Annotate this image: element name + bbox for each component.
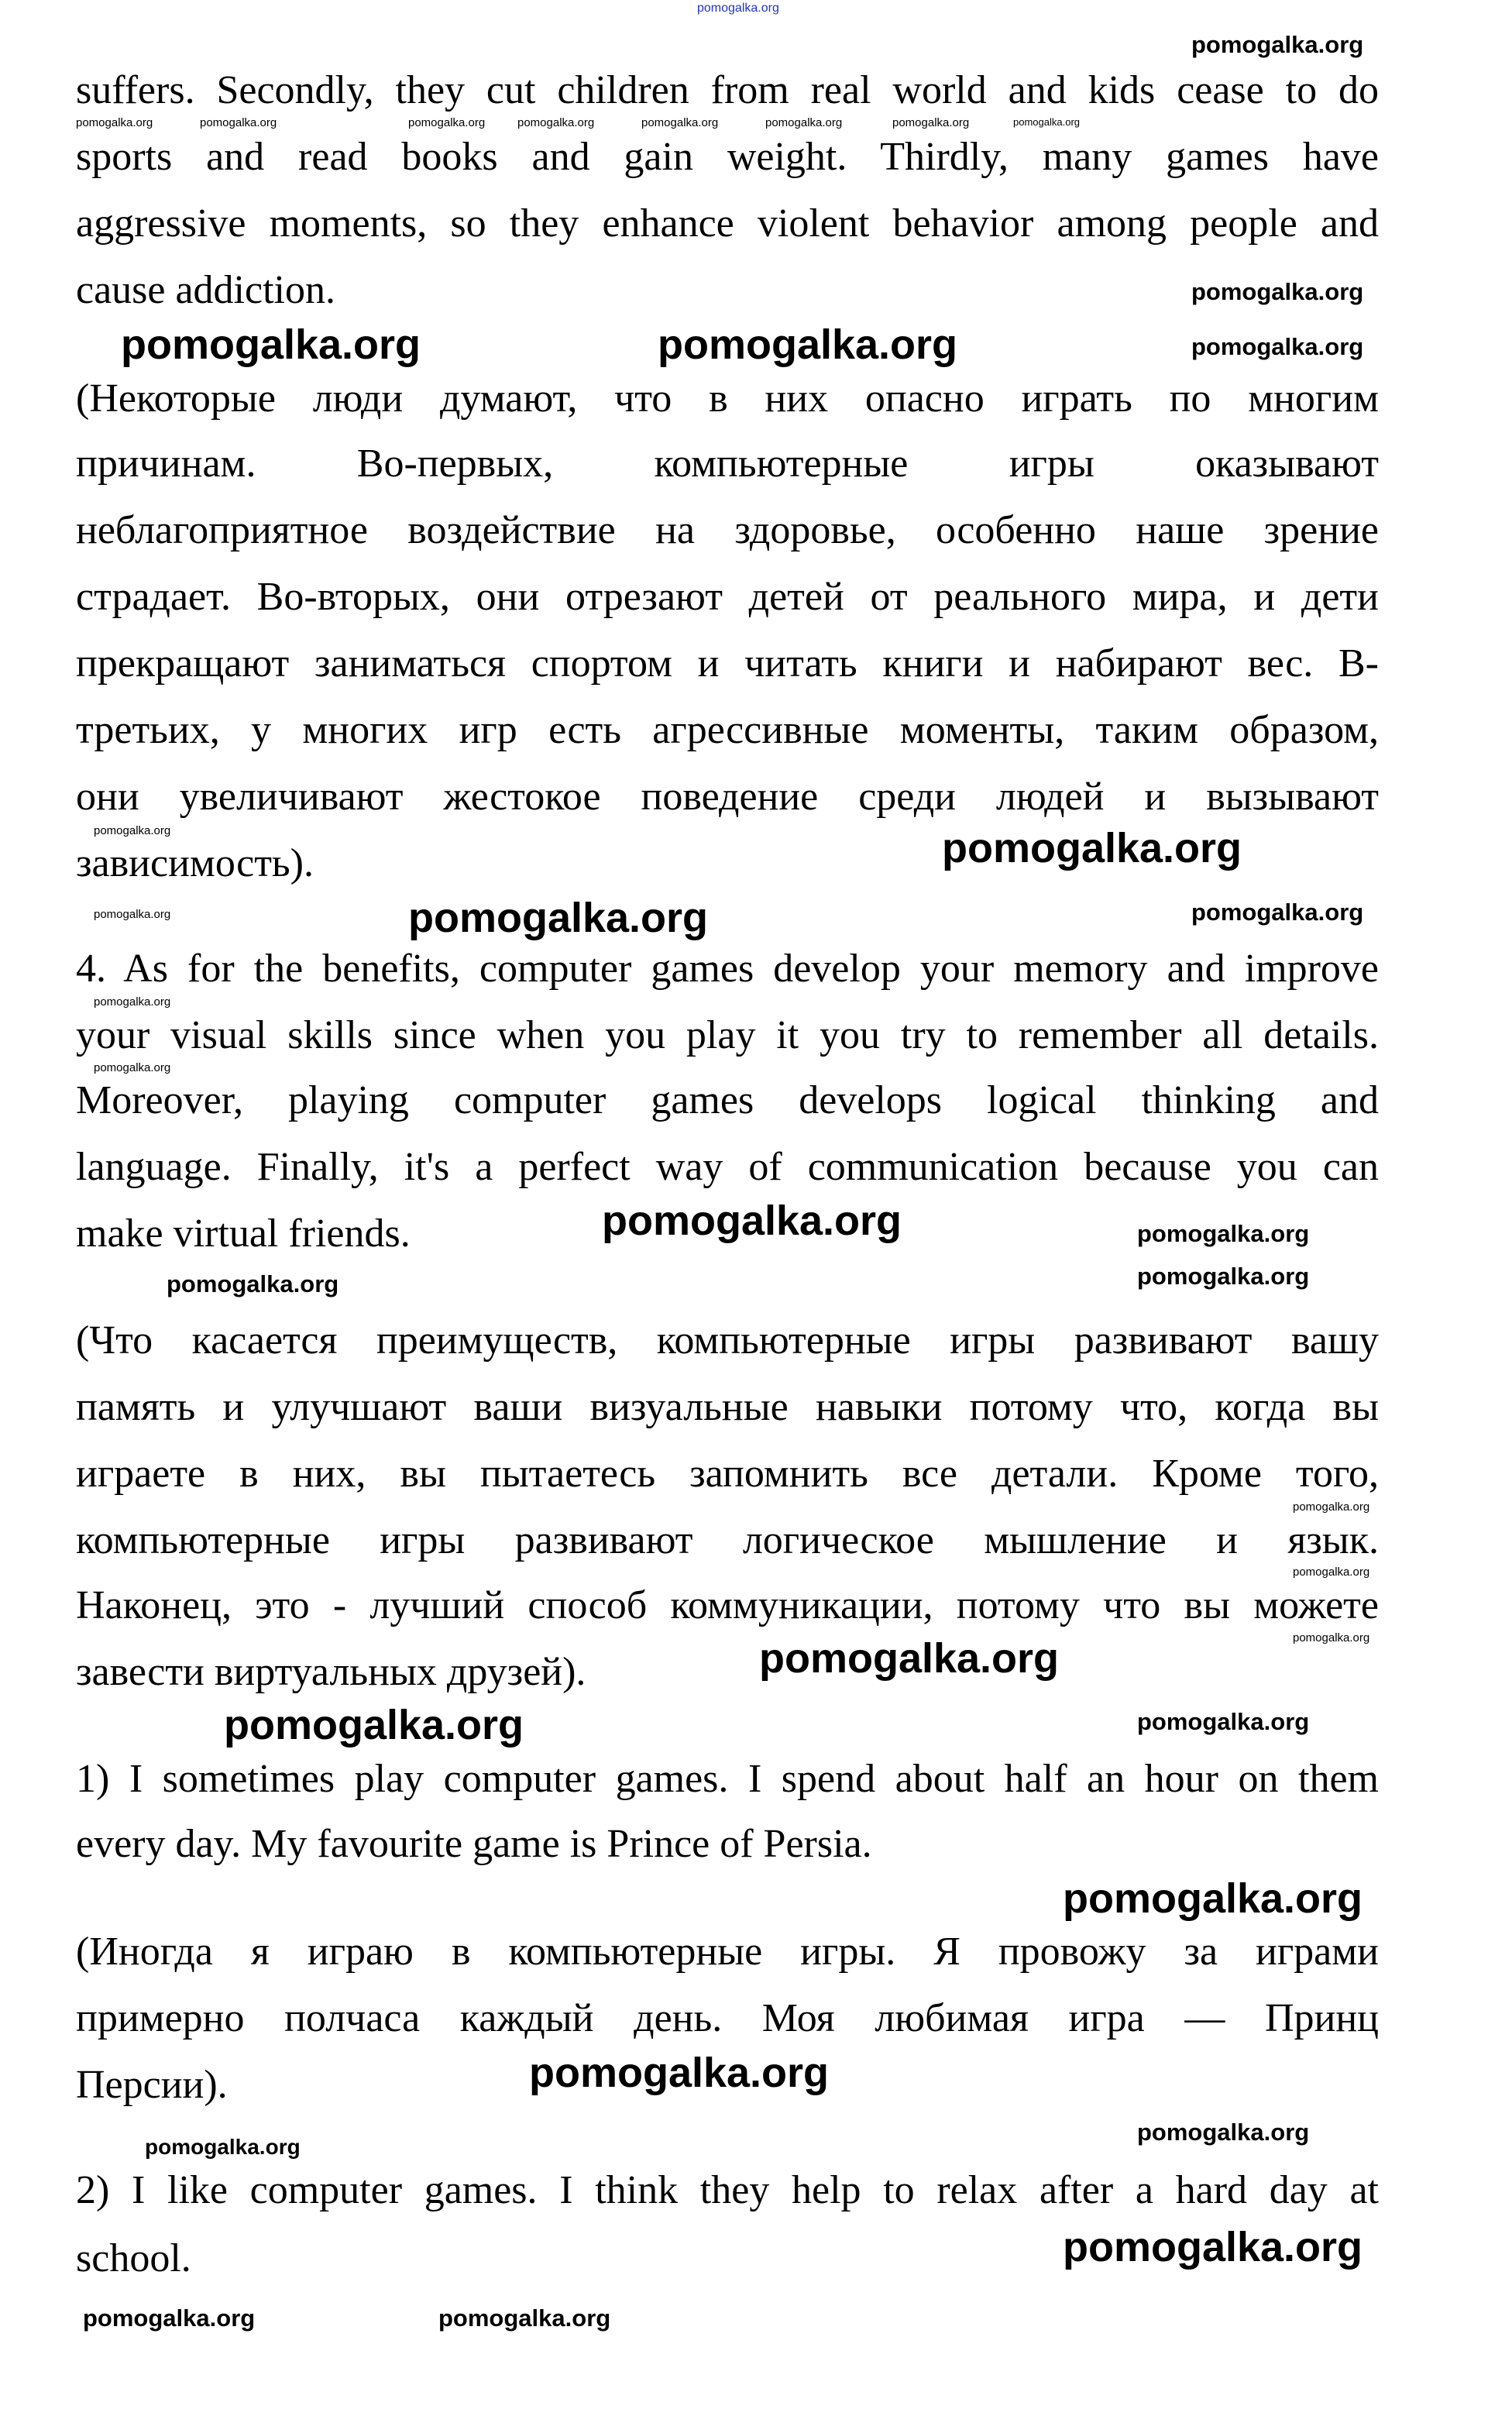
text-line: your visual skills since when you play it you try to remember all details. [76, 1013, 1379, 1057]
watermark: pomogalka.org [1063, 1875, 1363, 1922]
watermark: pomogalka.org [602, 1198, 902, 1244]
text-line: они увеличивают жестокое поведение среди людей и вызывают [76, 775, 1379, 819]
watermark: pomogalka.org [1191, 899, 1364, 926]
watermark: pomogalka.org [1137, 1263, 1310, 1290]
text-line: компьютерные игры развивают логическое мышление и язык. [76, 1518, 1379, 1562]
watermark: pomogalka.org [1137, 2119, 1310, 2146]
text-line: language. Finally, it's a perfect way of communication because you can [76, 1145, 1379, 1189]
text-line: (Иногда я играю в компьютерные игры. Я провожу за играми [76, 1930, 1379, 1974]
watermark: pomogalka.org [1063, 2224, 1363, 2270]
text-line: прекращают заниматься спортом и читать книги и набирают вес. В- [76, 641, 1379, 686]
watermark: pomogalka.org [658, 321, 958, 368]
watermark: pomogalka.org [94, 824, 171, 837]
watermark: pomogalka.org [408, 895, 709, 941]
watermark: pomogalka.org [892, 116, 970, 129]
watermark: pomogalka.org [438, 2304, 611, 2332]
watermark: pomogalka.org [121, 321, 421, 368]
watermark: pomogalka.org [1293, 1500, 1370, 1514]
watermark: pomogalka.org [1013, 116, 1080, 128]
watermark: pomogalka.org [94, 908, 171, 921]
text-line: cause addiction. [76, 268, 335, 312]
text-line: причинам. Во-первых, компьютерные игры оказывают [76, 442, 1379, 486]
text-line: Персии). [76, 2063, 228, 2107]
watermark: pomogalka.org [1137, 1220, 1310, 1247]
text-line: school. [76, 2236, 191, 2280]
text-line: every day. My favourite game is Prince of Persia. [76, 1822, 872, 1866]
watermark: pomogalka.org [697, 2, 779, 15]
text-line: sports and read books and gain weight. Thirdly, many games have [76, 135, 1379, 179]
watermark: pomogalka.org [408, 116, 486, 129]
watermark: pomogalka.org [145, 2135, 301, 2159]
watermark: pomogalka.org [765, 116, 843, 129]
watermark: pomogalka.org [167, 1270, 339, 1297]
watermark: pomogalka.org [1293, 1631, 1370, 1644]
watermark: pomogalka.org [94, 1061, 171, 1074]
watermark: pomogalka.org [1293, 1565, 1370, 1579]
text-line: suffers. Secondly, they cut children from real world and kids cease to do [76, 68, 1379, 112]
watermark: pomogalka.org [641, 116, 719, 129]
watermark: pomogalka.org [759, 1635, 1060, 1682]
text-line: (Что касается преимуществ, компьютерные игры развивают вашу [76, 1318, 1379, 1363]
text-line: примерно полчаса каждый день. Моя любимая игра — Принц [76, 1996, 1379, 2040]
watermark: pomogalka.org [1191, 333, 1364, 360]
text-line: неблагоприятное воздействие на здоровье, особенно наше зрение [76, 508, 1379, 552]
text-line: третьих, у многих игр есть агрессивные моменты, таким образом, [76, 708, 1379, 752]
watermark: pomogalka.org [83, 2304, 256, 2332]
text-line: зависимость). [76, 841, 314, 885]
watermark: pomogalka.org [942, 825, 1242, 871]
text-line: играете в них, вы пытаетесь запомнить все детали. Кроме того, [76, 1452, 1379, 1496]
watermark: pomogalka.org [529, 2050, 830, 2096]
watermark: pomogalka.org [200, 116, 277, 129]
watermark: pomogalka.org [1137, 1708, 1310, 1735]
text-line: память и улучшают ваши визуальные навыки потому что, когда вы [76, 1385, 1379, 1429]
text-line: Moreover, playing computer games develops logical thinking and [76, 1078, 1379, 1122]
text-line: 2) I like computer games. I think they help to relax after a hard day at [76, 2168, 1379, 2212]
watermark: pomogalka.org [94, 995, 171, 1009]
text-line: make virtual friends. [76, 1211, 411, 1256]
text-line: 4. As for the benefits, computer games develop your memory and improve [76, 947, 1379, 991]
text-line: aggressive moments, so they enhance violent behavior among people and [76, 201, 1379, 246]
watermark: pomogalka.org [517, 116, 595, 129]
text-line: (Некоторые люди думают, что в них опасно играть по многим [76, 376, 1379, 421]
watermark: pomogalka.org [1191, 278, 1364, 305]
text-line: страдает. Во-вторых, они отрезают детей от реального мира, и дети [76, 575, 1379, 619]
text-line: завести виртуальных друзей). [76, 1650, 586, 1694]
watermark: pomogalka.org [224, 1702, 524, 1748]
text-line: 1) I sometimes play computer games. I spend about half an hour on them [76, 1757, 1379, 1801]
watermark: pomogalka.org [1191, 31, 1364, 58]
watermark: pomogalka.org [76, 116, 153, 129]
text-line: Наконец, это - лучший способ коммуникации, потому что вы можете [76, 1583, 1379, 1627]
